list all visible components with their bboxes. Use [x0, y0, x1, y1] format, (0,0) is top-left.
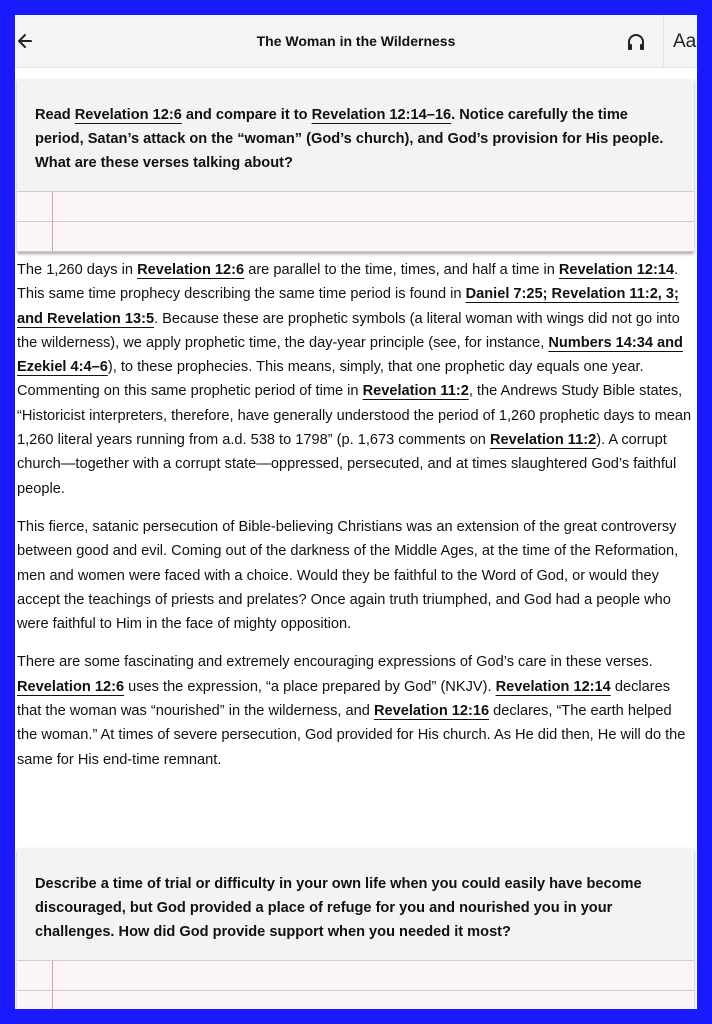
answer-notes-field[interactable]: [17, 960, 694, 1009]
question-text: Read Revelation 12:6 and compare it to Revelation 12:14–16. Notice carefully the time period, Satan’s attack on the “woman” (God’s church), and God’s provision for His people. What are these verses talking about?: [35, 107, 664, 171]
body-paragraph: The 1,260 days in Revelation 12:6 are parallel to the time, times, and half a time in Revelation 12:14. This same time prophecy describing the same time period is found in Daniel 7:25; Revelation 11:2, 3; and Revelation 13:5. Because these are prophetic symbols (a literal woman with wings did not go into the wilderness), we apply prophetic time, the day-year principle (see, for instance, Numbers 14:34 and Ezekiel 4:4–6), to these prophecies. This means, simply, that one prophetic day equals one year. Commenting on this same prophetic period of time in Revelation 11:2, the Andrews Study Bible states, “Historicist interpreters, therefore, have generally understood the period of 1,260 prophetic days to mean 1,260 literal years running from a.d. 538 to 1798” (p. 1,673 comments on Revelation 11:2). A corrupt church—together with a corrupt state—oppressed, persecuted, and at times slaughtered God’s faithful people.: [17, 262, 692, 497]
question-card-1: [17, 79, 694, 252]
scripture-link[interactable]: Revelation 12:14: [558, 262, 675, 278]
app-frame: [15, 15, 697, 1009]
headphones-icon: [625, 31, 647, 53]
page-title: The Woman in the Wilderness: [256, 33, 456, 49]
scripture-link[interactable]: Revelation 11:2: [362, 383, 469, 400]
question-text: Describe a time of trial or difficulty in your own life when you could easily have become discouraged, but God provided a place of refuge for you and nourished you in your challenges. How did God provide support when you needed it most?: [35, 876, 642, 940]
scripture-link[interactable]: Numbers 14:34 and Ezekiel 4:4–6: [17, 334, 683, 376]
top-bar: [15, 15, 697, 68]
scripture-link[interactable]: Revelation 12:14–16: [311, 107, 452, 123]
body-paragraph: This fierce, satanic persecution of Bible-believing Christians was an extension of the great controversy between good and evil. Coming out of the darkness of the Middle Ages, at the time of the Reformation, men and women were faced with a choice. Would they be faithful to the Word of God, or would they accept the teachings of priests and prelates? Once again truth triumphed, and God had a people who were faithful to Him in the face of mighty opposition.: [17, 518, 679, 633]
font-size-button[interactable]: [663, 15, 697, 67]
scripture-link[interactable]: Revelation 11:2: [489, 432, 597, 449]
scripture-link[interactable]: Revelation 12:16: [373, 703, 490, 720]
scripture-link[interactable]: Revelation 12:6: [74, 107, 182, 123]
font-size-label: Aa: [673, 31, 697, 52]
lesson-body: [17, 258, 695, 786]
answer-notes-field[interactable]: [17, 191, 694, 252]
scripture-link[interactable]: Revelation 12:6: [137, 262, 245, 278]
body-paragraph: There are some fascinating and extremely encouraging expressions of God’s care in these verses. Revelation 12:6 uses the expression, “a place prepared by God” (NKJV). Revelation 12:14 declares that the woman was “nourished” in the wilderness, and Revelation 12:16 declares, “The earth helped the woman.” At times of severe persecution, God provided for His church. As He did then, He will do the same for His end-time remnant.: [17, 654, 686, 768]
scripture-link[interactable]: Revelation 12:6: [17, 678, 125, 695]
audio-button[interactable]: [625, 31, 647, 53]
question-card-2: [17, 848, 694, 1009]
scripture-link[interactable]: Daniel 7:25; Revelation 11:2, 3; and Revelation 13:5: [17, 286, 679, 327]
scripture-link[interactable]: Revelation 12:14: [495, 678, 611, 695]
